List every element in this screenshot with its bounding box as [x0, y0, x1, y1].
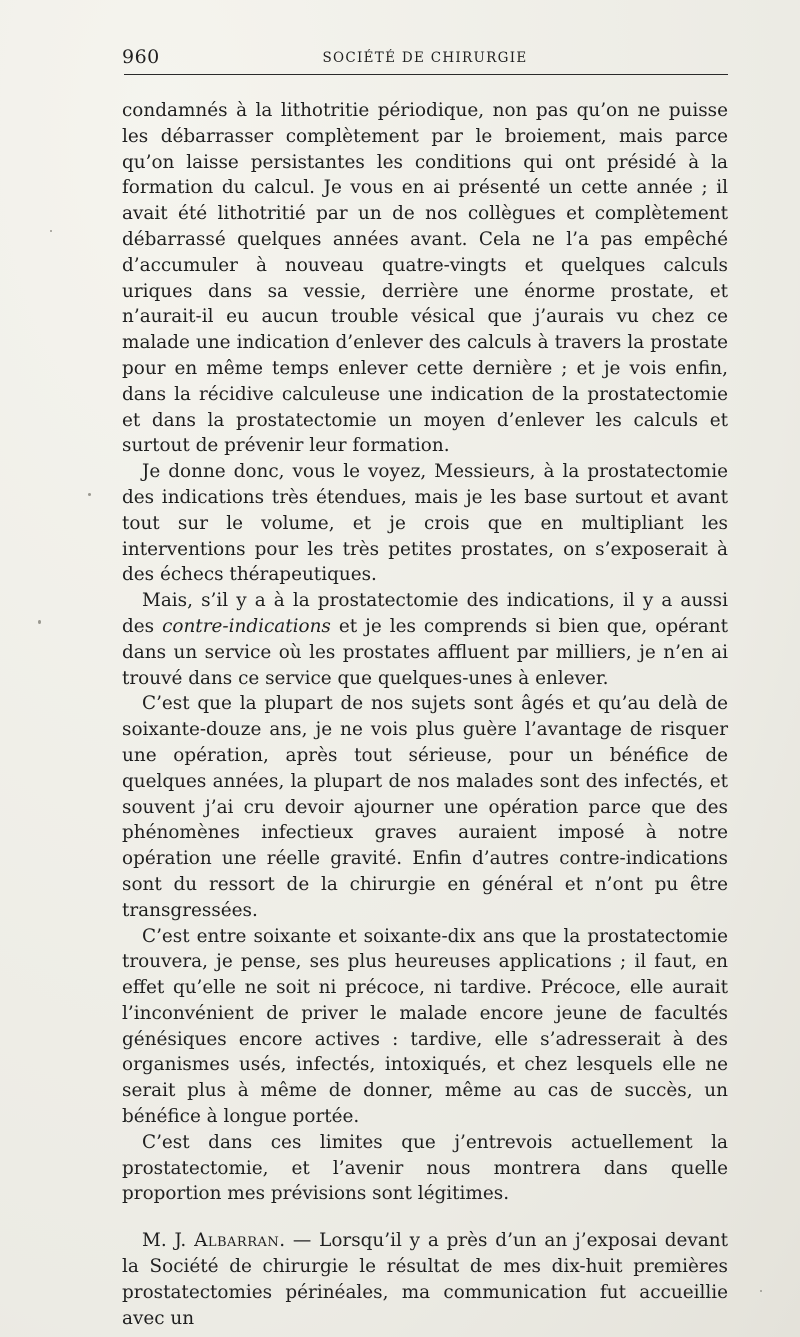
paper-speck: [38, 620, 41, 624]
speaker-name: Albarran: [194, 1230, 280, 1252]
header-rule: [124, 74, 728, 75]
speaker-prefix: M. J.: [142, 1230, 195, 1252]
italic-term: contre-indications: [162, 615, 331, 637]
paper-speck: [88, 493, 91, 496]
page-header: [122, 40, 728, 74]
paragraph: C’est entre soixante et soixante-dix ans que la prostatectomie trouvera, je pense, ses plus heureuses applications ; il faut, en effet qu’elle ne soit ni précoce, ni tardive. Précoce, elle aurait l’inconvénient de priver le malade encore jeune de facultés génésiques encore actives : tardive, elle s’adresserait à des organismes usés, infectés, intoxiqués, et chez lesquels elle ne serait plus à même de donner, même au cas de succès, un bénéfice à longue portée.: [122, 925, 728, 1128]
paragraph: Je donne donc, vous le voyez, Messieurs, à la prostatectomie des indications très étendues, mais je les base surtout et avant tout sur le volume, et je crois que en multipliant les interventions pour les très petites prostates, on s’exposerait à des échecs thérapeutiques.: [122, 461, 728, 586]
paragraph: [122, 588, 728, 691]
paragraph: C’est que la plupart de nos sujets sont âgés et qu’au delà de soixante-douze ans, je ne vois plus guère l’avantage de risquer une opération, après tout sérieuse, pour un bénéfice de quelques années, la plupart de nos malades sont des infectés, et souvent j’ai cru devoir ajourner une opération parce que des phénomènes infectieux graves auraient imposé à notre opération une réelle gravité. Enfin d’autres contre-indications sont du ressort de la chirurgie en général et n’ont pu être transgressées.: [122, 693, 728, 921]
body-text: [122, 98, 728, 1331]
paragraph-text: . — Lorsqu’il y a près d’un an j’exposai devant la Société de chirurgie le résultat de mes dix-huit premières prostatectomies périnéales, ma communication fut accueillie avec un: [122, 1230, 728, 1329]
running-title: SOCIÉTÉ DE CHIRURGIE: [322, 50, 528, 66]
paper-speck: [50, 230, 52, 232]
paragraph: C’est dans ces limites que j’entrevois actuellement la prostatectomie, et l’avenir nous montrera dans quelle proportion mes prévisions sont légitimes.: [122, 1131, 728, 1205]
page-number: 960: [122, 46, 160, 68]
paragraph-text: Mais, s’il y a à la prostatectomie des indications, il y a aussi des: [122, 590, 728, 637]
paragraph-continued: condamnés à la lithotritie périodique, non pas qu’on ne puisse les débarrasser complètement par le broiement, mais parce qu’on laisse persistantes les conditions qui ont présidé à la formation du calcul. Je vous en ai présenté un cette année ; il avait été lithotritié par un de nos collègues et complètement débarrassé quelques années avant. Cela ne l’a pas empêché d’accumuler à nouveau quatre-vingts et quelques calculs uriques dans sa vessie, derrière une énorme prostate, et n’aurait-il eu aucun trouble vésical que j’aurais vu chez ce malade une indication d’enlever des calculs à travers la prostate pour en même temps enlever cette dernière ; et je vois enfin, dans la récidive calculeuse une indication de la prostatectomie et dans la prostatectomie un moyen d’enlever les calculs et surtout de prévenir leur formation.: [122, 100, 728, 457]
paper-speck: [760, 1290, 762, 1292]
paragraph-text: et je les comprends si bien que, opérant dans un service où les prostates affluent par milliers, je n’en ai trouvé dans ce service que quelques-unes à enlever.: [122, 615, 728, 689]
speaker-paragraph: [122, 1228, 728, 1331]
